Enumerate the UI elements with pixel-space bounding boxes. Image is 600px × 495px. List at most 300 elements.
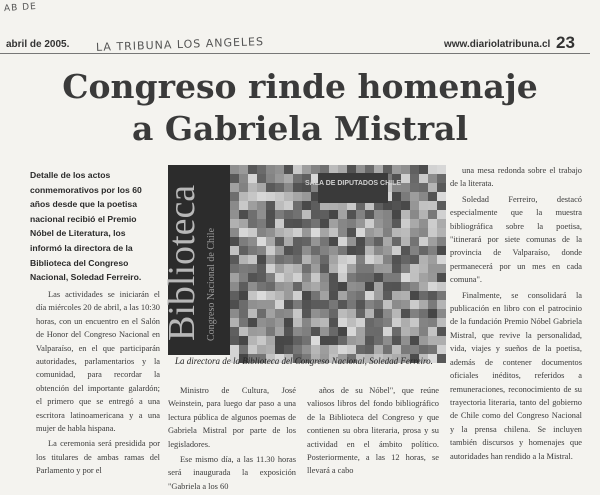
photo-texture-cell [275, 300, 284, 309]
photo-texture-cell [347, 255, 356, 264]
photo-texture-cell [275, 201, 284, 210]
body-paragraph: Soledad Ferreiro, destacó especialmente que la muestra bibliográfica sobre la poetisa, "itinerará por siete comunas de la provincia de Valparaíso, donde permanecerá por un mes en cada comuna". [450, 194, 582, 285]
photo-texture-cell [419, 183, 428, 192]
photo-texture-cell [374, 219, 383, 228]
photo-spine-title: Biblioteca [161, 184, 203, 341]
photo-texture-cell [347, 210, 356, 219]
photo-texture-cell [284, 264, 293, 273]
photo-texture-cell [275, 192, 284, 201]
photo-texture-cell [437, 246, 446, 255]
photo-texture-cell [392, 282, 401, 291]
photo-texture-cell [410, 309, 419, 318]
photo-texture-cell [338, 237, 347, 246]
photo-texture-cell [284, 246, 293, 255]
photo-texture-cell [347, 300, 356, 309]
photo-texture-cell [293, 219, 302, 228]
photo-texture-cell [365, 309, 374, 318]
photo-texture-cell [347, 237, 356, 246]
photo-texture-cell [284, 219, 293, 228]
header-rule [0, 53, 590, 54]
photo-texture-cell [329, 291, 338, 300]
photo-texture-cell [266, 318, 275, 327]
photo-sign-text: SALA DE DIPUTADOS CHILE [304, 180, 402, 187]
photo-texture-cell [374, 246, 383, 255]
photo-texture-cell [239, 237, 248, 246]
photo-texture-cell [266, 255, 275, 264]
photo-texture-cell [266, 165, 275, 174]
photo-texture-cell [266, 228, 275, 237]
photo-texture-cell [419, 165, 428, 174]
photo-texture-cell [239, 255, 248, 264]
headline-line-1: Congreso rinde homenaje [62, 67, 538, 106]
photo-texture-cell [293, 174, 302, 183]
photo-texture-cell [374, 327, 383, 336]
headline [0, 66, 600, 150]
photo-texture-cell [329, 246, 338, 255]
photo-texture-cell [311, 264, 320, 273]
photo-texture-cell [347, 165, 356, 174]
photo-texture-cell [356, 219, 365, 228]
photo-texture-cell [239, 201, 248, 210]
photo-texture-cell [383, 246, 392, 255]
photo-texture-cell [230, 192, 239, 201]
photo-texture-cell [329, 228, 338, 237]
photo-texture-cell [356, 255, 365, 264]
photo-texture-cell [293, 210, 302, 219]
photo-texture-cell [356, 300, 365, 309]
photo-texture-cell [356, 291, 365, 300]
photo-texture-cell [437, 327, 446, 336]
photo-texture-cell [410, 192, 419, 201]
photo-texture-cell [266, 300, 275, 309]
photo-texture-cell [266, 273, 275, 282]
photo-texture-cell [248, 237, 257, 246]
issue-date: abril de 2005. [6, 39, 70, 50]
photo-texture-cell [383, 165, 392, 174]
photo-texture-cell [320, 165, 329, 174]
photo-texture-cell [320, 345, 329, 354]
photo-texture-cell [419, 237, 428, 246]
photo-texture-cell [437, 183, 446, 192]
photo-texture-cell [347, 228, 356, 237]
photo-texture-cell [275, 327, 284, 336]
photo-texture-cell [401, 309, 410, 318]
photo-texture-cell [257, 318, 266, 327]
photo-texture-cell [428, 345, 437, 354]
photo-texture-cell [356, 264, 365, 273]
photo-texture-cell [293, 345, 302, 354]
photo-texture-cell [266, 282, 275, 291]
photo-texture-cell [275, 318, 284, 327]
photo-texture-cell [338, 309, 347, 318]
photo-texture-cell [383, 255, 392, 264]
photo-texture-cell [410, 228, 419, 237]
photo-texture-cell [266, 174, 275, 183]
photo-texture-cell [437, 237, 446, 246]
photo-texture-cell [302, 336, 311, 345]
photo-texture-cell [284, 201, 293, 210]
photo-texture-cell [392, 345, 401, 354]
photo-texture-cell [230, 210, 239, 219]
photo-texture-cell [365, 210, 374, 219]
photo-texture-cell [383, 291, 392, 300]
photo-texture-cell [338, 327, 347, 336]
photo-texture-cell [365, 345, 374, 354]
photo-texture-cell [230, 345, 239, 354]
photo-texture-cell [401, 183, 410, 192]
photo-texture-cell [383, 309, 392, 318]
photo-texture-cell [293, 300, 302, 309]
photo-texture-cell [293, 165, 302, 174]
photo-texture-cell [347, 327, 356, 336]
photo-texture-cell [320, 237, 329, 246]
photo-texture-cell [293, 309, 302, 318]
photo-texture-cell [437, 210, 446, 219]
photo-texture-cell [428, 237, 437, 246]
photo-texture-cell [392, 210, 401, 219]
photo-texture-cell [230, 300, 239, 309]
photo-texture-cell [293, 192, 302, 201]
photo-texture-cell [428, 336, 437, 345]
photo-texture-cell [338, 336, 347, 345]
photo-texture-cell [257, 255, 266, 264]
photo-texture-cell [401, 165, 410, 174]
photo-texture-cell [248, 336, 257, 345]
photo-texture-cell [239, 309, 248, 318]
photo-texture-cell [419, 291, 428, 300]
photo-texture-cell [365, 300, 374, 309]
photo-texture-cell [230, 273, 239, 282]
photo-texture-cell [392, 219, 401, 228]
photo-texture-cell [266, 246, 275, 255]
photo-texture-cell [257, 165, 266, 174]
photo-texture-cell [275, 336, 284, 345]
photo-texture-cell [419, 318, 428, 327]
photo-texture-cell [311, 291, 320, 300]
photo-texture-cell [401, 264, 410, 273]
photo-texture-cell [383, 210, 392, 219]
photo-texture-cell [239, 228, 248, 237]
photo-texture-cell [275, 264, 284, 273]
photo-texture-cell [347, 264, 356, 273]
photo-texture-cell [230, 228, 239, 237]
body-paragraph: años de su Nóbel", que reúne valiosos libros del fondo bibliográfico de la Biblioteca del Congreso y que contienen su obra literaria, prosa y su actividad en el ámbito político. Posteriormente, a las 12 horas, se llevará a cabo [307, 386, 439, 476]
photo-texture-cell [248, 246, 257, 255]
photo-texture-cell [329, 219, 338, 228]
photo-texture-cell [356, 228, 365, 237]
photo-texture-cell [239, 246, 248, 255]
photo-texture-cell [401, 228, 410, 237]
photo-texture-cell [392, 327, 401, 336]
photo-texture-cell [356, 282, 365, 291]
photo-texture-cell [338, 228, 347, 237]
photo-texture-cell [311, 282, 320, 291]
photo-texture-cell [374, 291, 383, 300]
photo-texture-cell [428, 300, 437, 309]
photo-texture-cell [266, 192, 275, 201]
photo-texture-cell [257, 336, 266, 345]
photo-texture-cell [239, 183, 248, 192]
photo-texture-cell [302, 201, 311, 210]
photo-texture-cell [320, 219, 329, 228]
photo-texture-cell [356, 210, 365, 219]
photo-texture-cell [401, 318, 410, 327]
photo-texture-cell [383, 273, 392, 282]
photo-texture-cell [374, 255, 383, 264]
photo-texture-cell [347, 273, 356, 282]
body-column-2 [168, 384, 296, 495]
photo-texture-cell [248, 183, 257, 192]
photo-texture-cell [437, 345, 446, 354]
photo-texture-cell [347, 291, 356, 300]
body-paragraph: Ese mismo día, a las 11.30 horas será inaugurada la exposición "Gabriela a los 60 [168, 455, 296, 491]
page-number: 23 [556, 33, 575, 52]
photo-texture-cell [383, 219, 392, 228]
photo-texture-cell [437, 300, 446, 309]
photo-texture-cell [248, 210, 257, 219]
photo-texture-cell [374, 264, 383, 273]
photo-texture-cell [248, 165, 257, 174]
photo-texture-cell [356, 327, 365, 336]
photo-texture-cell [437, 228, 446, 237]
photo-texture-cell [329, 165, 338, 174]
photo-texture-cell [428, 174, 437, 183]
photo-texture-cell [392, 273, 401, 282]
photo-texture-cell [320, 246, 329, 255]
photo-texture-cell [437, 255, 446, 264]
photo-texture-cell [419, 201, 428, 210]
photo-texture-cell [437, 219, 446, 228]
photo-texture-cell [257, 282, 266, 291]
photo-texture-cell [374, 336, 383, 345]
photo-texture-cell [284, 183, 293, 192]
photo-texture-cell [284, 300, 293, 309]
photo-texture-cell [365, 219, 374, 228]
photo-texture-cell [401, 300, 410, 309]
photo-texture-cell [365, 327, 374, 336]
photo-texture-cell [284, 345, 293, 354]
photo-texture-cell [293, 264, 302, 273]
photo-texture-cell [383, 345, 392, 354]
photo-texture-cell [410, 318, 419, 327]
photo-texture-cell [293, 273, 302, 282]
photo-texture-cell [401, 345, 410, 354]
photo-texture-cell [239, 282, 248, 291]
photo-texture-cell [284, 192, 293, 201]
photo-texture-cell [257, 228, 266, 237]
photo-texture-cell [383, 300, 392, 309]
photo-texture-cell [338, 291, 347, 300]
photo-texture-cell [365, 255, 374, 264]
photo-texture-cell [320, 327, 329, 336]
photo-texture-cell [248, 174, 257, 183]
photo-texture-cell [284, 255, 293, 264]
photo-texture-cell [329, 336, 338, 345]
photo-texture-cell [329, 237, 338, 246]
photo-texture-cell [329, 300, 338, 309]
photo-texture-cell [293, 336, 302, 345]
photo-texture-cell [311, 309, 320, 318]
photo-texture-cell [410, 264, 419, 273]
photo-texture-cell [329, 318, 338, 327]
photo-texture-cell [419, 210, 428, 219]
body-column-4 [450, 164, 582, 465]
photo-texture-cell [392, 228, 401, 237]
photo-texture-cell [293, 183, 302, 192]
photo-texture-cell [401, 246, 410, 255]
photo-texture-cell [266, 309, 275, 318]
photo-texture-cell [266, 237, 275, 246]
photo-texture-cell [320, 228, 329, 237]
photo-texture-cell [248, 327, 257, 336]
photo-texture-cell [230, 219, 239, 228]
photo-texture-cell [320, 336, 329, 345]
photo-texture-cell [365, 246, 374, 255]
photo-texture-cell [284, 210, 293, 219]
photo-texture-cell [239, 273, 248, 282]
photo-texture-cell [374, 237, 383, 246]
website-url: www.diariolatribuna.cl [444, 39, 551, 50]
photo-texture-cell [311, 327, 320, 336]
photo-texture-cell [437, 318, 446, 327]
photo-texture-cell [239, 264, 248, 273]
photo-texture-cell [365, 318, 374, 327]
photo-texture-cell [248, 300, 257, 309]
photo-texture-cell [365, 336, 374, 345]
photo-texture-cell [410, 165, 419, 174]
photo-texture-cell [302, 228, 311, 237]
photo-texture-cell [302, 192, 311, 201]
photo-texture-cell [329, 309, 338, 318]
photo-texture-cell [293, 246, 302, 255]
photo-texture-cell [239, 219, 248, 228]
photo-texture-cell [320, 291, 329, 300]
photo-texture-cell [356, 336, 365, 345]
photo-texture-cell [248, 192, 257, 201]
photo-texture-cell [275, 273, 284, 282]
photo-texture-cell [392, 165, 401, 174]
photo-texture-cell [329, 264, 338, 273]
photo-texture-cell [302, 291, 311, 300]
photo-texture-cell [392, 291, 401, 300]
photo-texture-cell [302, 282, 311, 291]
photo-texture-cell [338, 165, 347, 174]
photo-texture-cell [392, 318, 401, 327]
photo-texture-cell [428, 309, 437, 318]
photo-texture-cell [392, 192, 401, 201]
photo-texture-cell [320, 210, 329, 219]
photo-texture-cell [239, 210, 248, 219]
photo-texture-cell [356, 165, 365, 174]
photo-texture-cell [419, 345, 428, 354]
photo-texture-cell [437, 192, 446, 201]
photo-caption: La directora de la Biblioteca del Congreso Nacional, Soledad Ferreiro. [175, 356, 433, 366]
photo-texture-cell [356, 273, 365, 282]
photo-texture-cell [365, 264, 374, 273]
photo-texture-cell [401, 273, 410, 282]
photo-texture-cell [410, 219, 419, 228]
photo-texture-cell [329, 255, 338, 264]
photo-texture-cell [410, 300, 419, 309]
photo-texture-cell [383, 228, 392, 237]
photo-texture-cell [302, 327, 311, 336]
photo-texture-cell [356, 237, 365, 246]
photo-texture-cell [365, 165, 374, 174]
body-paragraph: Ministro de Cultura, José Weinstein, para luego dar paso a una lectura pública de algunos poemas de Gabriela Mistral por parte de los legisladores. [168, 386, 296, 449]
photo-texture-cell [257, 327, 266, 336]
photo-texture-cell [329, 210, 338, 219]
photo-texture-cell [239, 318, 248, 327]
photo-texture-cell [302, 246, 311, 255]
photo-texture-cell [248, 291, 257, 300]
photo-texture-cell [230, 327, 239, 336]
photo-texture-cell [374, 300, 383, 309]
photo-texture-cell [248, 345, 257, 354]
photo-texture-cell [257, 246, 266, 255]
photo-texture-cell [401, 210, 410, 219]
photo-texture-cell [338, 210, 347, 219]
photo-texture-cell [347, 345, 356, 354]
photo-texture-cell [293, 228, 302, 237]
photo-texture-cell [347, 282, 356, 291]
photo-texture-cell [230, 264, 239, 273]
photo-texture-cell [284, 318, 293, 327]
photo-texture-cell [338, 300, 347, 309]
photo-texture-cell [275, 291, 284, 300]
photo-texture-cell [311, 336, 320, 345]
photo-texture-cell [266, 183, 275, 192]
article-photo [161, 165, 440, 355]
photo-texture-cell [311, 210, 320, 219]
photo-texture-cell [257, 264, 266, 273]
photo-texture-cell [356, 309, 365, 318]
photo-texture-cell [347, 219, 356, 228]
photo-texture-cell [239, 327, 248, 336]
photo-texture-cell [293, 201, 302, 210]
photo-texture-cell [428, 264, 437, 273]
photo-texture-cell [338, 282, 347, 291]
photo-texture-cell [275, 246, 284, 255]
photo-texture-cell [392, 300, 401, 309]
photo-texture-cell [266, 327, 275, 336]
photo-texture-cell [302, 273, 311, 282]
photo-texture-cell [284, 228, 293, 237]
photo-texture-cell [356, 345, 365, 354]
photo-texture-cell [347, 318, 356, 327]
photo-texture-cell [239, 300, 248, 309]
photo-texture-cell [338, 318, 347, 327]
photo-texture-cell [401, 237, 410, 246]
photo-texture-cell [257, 300, 266, 309]
photo-texture-cell [230, 282, 239, 291]
photo-texture-cell [392, 309, 401, 318]
photo-texture-cell [320, 318, 329, 327]
photo-texture-cell [302, 210, 311, 219]
photo-texture-cell [320, 309, 329, 318]
photo-texture-cell [230, 318, 239, 327]
photo-texture-cell [374, 345, 383, 354]
photo-texture-cell [230, 336, 239, 345]
photo-texture-cell [230, 165, 239, 174]
photo-texture-cell [392, 336, 401, 345]
photo-texture-cell [401, 192, 410, 201]
photo-texture-cell [428, 210, 437, 219]
photo-texture-cell [275, 309, 284, 318]
photo-texture-cell [428, 165, 437, 174]
photo-texture-cell [329, 345, 338, 354]
photo-texture-cell [248, 201, 257, 210]
photo-texture-cell [266, 291, 275, 300]
